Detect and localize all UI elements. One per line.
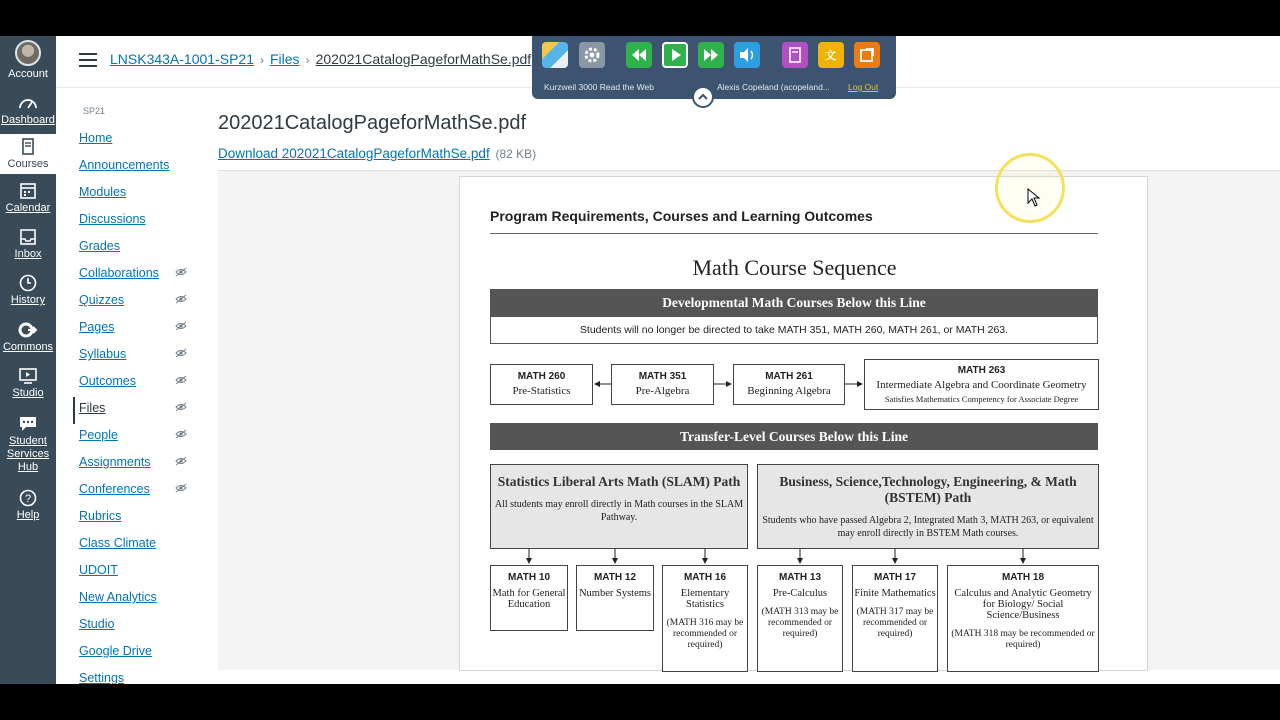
global-nav-calendar[interactable]: Calendar — [0, 182, 56, 215]
dev-course-math-263: MATH 263 Intermediate Algebra and Coordinate Geometry Satisfies Mathematics Competency for Associate Degree — [864, 359, 1099, 410]
course-nav — [73, 127, 193, 684]
chevron-right-icon: › — [260, 53, 264, 67]
svg-text:文: 文 — [825, 50, 836, 62]
global-nav-history[interactable]: History — [0, 274, 56, 307]
translate-icon[interactable] — [818, 42, 844, 68]
course-nav-link[interactable]: Syllabus — [79, 347, 127, 361]
hidden-eye-icon — [175, 483, 187, 493]
developmental-notice: Students will no longer be directed to take MATH 351, MATH 260, MATH 261, or MATH 263. — [490, 316, 1098, 344]
hidden-eye-icon — [175, 456, 187, 466]
course-nav-link[interactable]: Rubrics — [79, 509, 122, 523]
course-nav-item-people[interactable] — [73, 424, 193, 451]
pdf-page — [459, 176, 1148, 671]
global-nav-student-services-hub[interactable]: Student Services Hub — [0, 415, 56, 474]
course-nav-link[interactable]: Grades — [79, 239, 120, 253]
course-math-17: MATH 17 Finite Mathematics (MATH 317 may be recommended or required) — [852, 565, 938, 672]
transfer-bar: Transfer-Level Courses Below this Line — [490, 423, 1098, 450]
calendar-icon — [18, 182, 38, 200]
avatar — [15, 40, 41, 66]
chevron-right-icon: › — [305, 53, 310, 67]
course-math-13: MATH 13 Pre-Calculus (MATH 313 may be recommended or required) — [757, 565, 843, 672]
studio-icon — [18, 367, 38, 385]
course-nav-item-studio[interactable] — [73, 613, 193, 640]
course-nav-item-discussions[interactable] — [73, 208, 193, 235]
course-nav-link[interactable]: Conferences — [79, 482, 150, 496]
dev-course-math-261: MATH 261 Beginning Algebra — [733, 364, 845, 405]
course-math-12: MATH 12 Number Systems — [576, 565, 654, 631]
global-nav — [0, 36, 56, 684]
course-nav-link[interactable]: Discussions — [79, 212, 146, 226]
course-nav-link[interactable]: People — [79, 428, 118, 442]
course-nav-item-class-climate[interactable] — [73, 532, 193, 559]
dev-course-math-351: MATH 351 Pre-Algebra — [611, 364, 714, 405]
hidden-eye-icon — [175, 402, 187, 412]
rewind-icon[interactable] — [626, 42, 652, 68]
bstem-path-box: Business, Science,Technology, Engineering, & Math (BSTEM) Path Students who have passed Algebra 2, Integrated Math 3, MATH 263, or equivalent may enroll directly in BSTEM Math courses. — [757, 464, 1099, 549]
course-nav-item-home[interactable] — [73, 127, 193, 154]
kurzweil-toolbar — [532, 36, 896, 99]
logout-link[interactable]: Log Out — [848, 82, 879, 92]
course-nav-item-quizzes[interactable] — [73, 289, 193, 316]
course-nav-item-modules[interactable] — [73, 181, 193, 208]
breadcrumb — [110, 51, 531, 67]
global-nav-courses[interactable]: Courses — [0, 134, 56, 174]
kurzweil-logo-icon[interactable] — [542, 42, 568, 68]
settings-gear-icon[interactable] — [579, 42, 605, 68]
popout-icon[interactable] — [854, 42, 880, 68]
course-nav-link[interactable]: Class Climate — [79, 536, 157, 550]
course-nav-link[interactable]: New Analytics — [79, 590, 157, 604]
hidden-eye-icon — [175, 267, 187, 277]
course-nav-item-outcomes[interactable] — [73, 370, 193, 397]
course-nav-item-grades[interactable] — [73, 235, 193, 262]
kurzweil-user-label: Alexis Copeland (acopeland... — [717, 82, 830, 92]
kurzweil-product-label: Kurzweil 3000 Read the Web — [544, 82, 654, 92]
course-nav-link[interactable]: Google Drive — [79, 644, 152, 658]
help-icon — [18, 489, 38, 507]
course-nav-item-files[interactable] — [73, 397, 193, 424]
course-nav-item-conferences[interactable] — [73, 478, 193, 505]
hidden-eye-icon — [175, 429, 187, 439]
global-nav-dashboard[interactable]: Dashboard — [0, 94, 56, 127]
hamburger-menu-icon[interactable] — [79, 53, 97, 67]
term-label: SP21 — [83, 106, 106, 116]
global-nav-help[interactable]: ? Help — [0, 489, 56, 522]
course-nav-link[interactable]: Assignments — [79, 455, 151, 469]
download-link[interactable]: Download 202021CatalogPageforMathSe.pdf — [218, 146, 490, 161]
course-nav-link[interactable]: Announcements — [79, 158, 170, 172]
speaker-icon[interactable] — [734, 42, 760, 68]
download-row — [218, 146, 536, 161]
collapse-toolbar-chevron-icon[interactable] — [692, 86, 714, 108]
course-nav-item-syllabus[interactable] — [73, 343, 193, 370]
play-icon[interactable] — [662, 42, 688, 68]
global-nav-inbox[interactable]: Inbox — [0, 228, 56, 261]
dev-course-math-260: MATH 260 Pre-Statistics — [490, 364, 593, 405]
page-title: 202021CatalogPageforMathSe.pdf — [218, 112, 527, 134]
hidden-eye-icon — [175, 375, 187, 385]
inbox-icon — [18, 228, 38, 246]
hidden-eye-icon — [175, 321, 187, 331]
global-nav-studio[interactable]: Studio — [0, 367, 56, 400]
course-nav-link[interactable]: Pages — [79, 320, 115, 334]
breadcrumb-files-link[interactable]: Files — [270, 51, 300, 67]
chat-icon — [18, 415, 38, 433]
pdf-viewer[interactable] — [218, 170, 1280, 670]
flow-arrows — [460, 177, 1129, 672]
canvas-page — [0, 36, 1280, 684]
global-nav-commons[interactable]: Commons — [0, 321, 56, 354]
course-nav-item-pages[interactable] — [73, 316, 193, 343]
developmental-bar: Developmental Math Courses Below this Line — [490, 289, 1098, 316]
slam-path-box: Statistics Liberal Arts Math (SLAM) Path All students may enroll directly in Math courses in the SLAM Pathway. — [490, 464, 748, 549]
hidden-eye-icon — [175, 294, 187, 304]
dashboard-icon — [18, 94, 38, 112]
course-nav-link[interactable]: Outcomes — [79, 374, 136, 388]
breadcrumb-current[interactable]: 202021CatalogPageforMathSe.pdf — [315, 51, 532, 67]
dictionary-icon[interactable] — [782, 42, 808, 68]
course-nav-link[interactable]: Files — [79, 401, 106, 415]
course-nav-item-rubrics[interactable] — [73, 505, 193, 532]
clock-icon — [18, 274, 38, 292]
course-nav-link[interactable]: Quizzes — [79, 293, 125, 307]
svg-text:?: ? — [24, 493, 32, 505]
course-nav-item-settings[interactable] — [73, 667, 193, 684]
breadcrumb-course-link[interactable]: LNSK343A-1001-SP21 — [110, 51, 254, 67]
fast-forward-icon[interactable] — [698, 42, 724, 68]
hidden-eye-icon — [175, 348, 187, 358]
course-nav-link[interactable]: UDOIT — [79, 563, 118, 577]
mouse-cursor-icon — [1027, 188, 1041, 208]
course-nav-item-new-analytics[interactable] — [73, 586, 193, 613]
course-nav-link[interactable]: Studio — [79, 617, 115, 631]
course-nav-link[interactable]: Modules — [79, 185, 127, 199]
course-nav-item-google-drive[interactable] — [73, 640, 193, 667]
course-math-16: MATH 16 Elementary Statistics (MATH 316 may be recommended or required) — [662, 565, 748, 672]
commons-icon — [18, 321, 38, 339]
course-nav-link[interactable]: Settings — [79, 671, 125, 684]
course-nav-item-assignments[interactable] — [73, 451, 193, 478]
course-nav-item-announcements[interactable] — [73, 154, 193, 181]
file-size: (82 KB) — [495, 147, 537, 161]
global-nav-account[interactable]: Account — [0, 40, 56, 81]
book-icon — [18, 138, 38, 156]
course-nav-link[interactable]: Home — [79, 131, 113, 145]
course-nav-item-collaborations[interactable] — [73, 262, 193, 289]
course-math-18: MATH 18 Calculus and Analytic Geometry for Biology/ Social Science/Business (MATH 318 may be recommended or required) — [947, 565, 1099, 672]
doc-title: Math Course Sequence — [692, 255, 897, 280]
course-nav-link[interactable]: Collaborations — [79, 266, 159, 280]
course-math-10: MATH 10 Math for General Education — [490, 565, 568, 631]
course-nav-item-udoit[interactable] — [73, 559, 193, 586]
doc-section-header: Program Requirements, Courses and Learning Outcomes — [490, 208, 873, 224]
